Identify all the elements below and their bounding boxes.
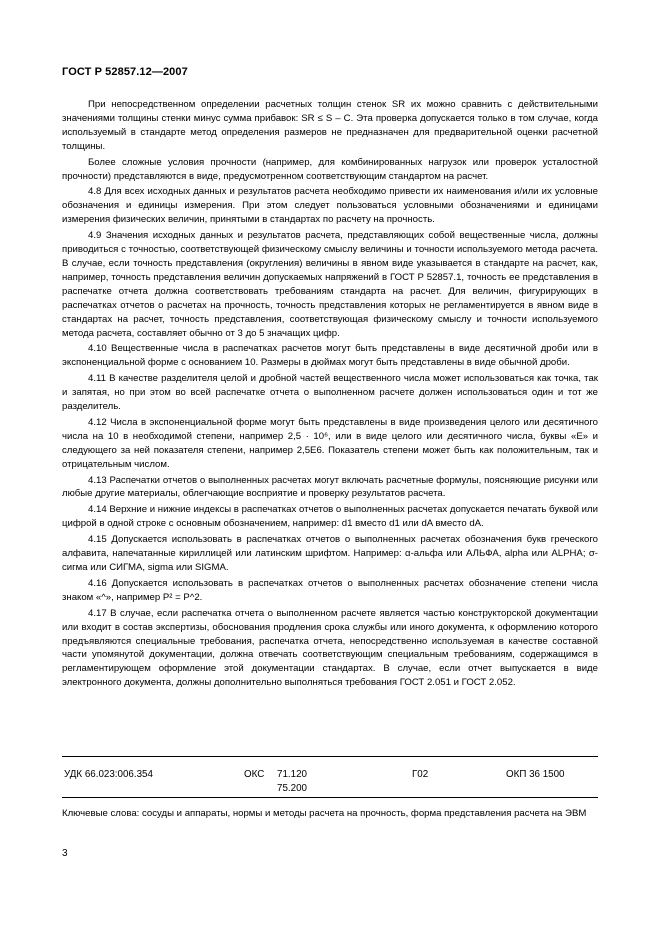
paragraph: Более сложные условия прочности (например, для комбинированных нагрузок или проверок усталостной прочности) представляются в виде, предусмотренном соответствующим стандартом на расчет.: [62, 156, 598, 182]
oks-code: [244, 768, 307, 796]
divider: [62, 797, 598, 798]
paragraph: 4.13 Распечатки отчетов о выполненных расчетах могут включать расчетные формулы, поясняющие рисунки или любые другие материалы, облегчающие восприятие и проверку результатов расчета.: [62, 474, 598, 500]
oks-label: ОКС: [244, 769, 265, 780]
okp-code: ОКП 36 1500: [506, 769, 565, 780]
paragraph: 4.17 В случае, если распечатка отчета о выполненном расчете является частью конструкторской документации или входит в состав экспертизы, обоснования продления срока службы или иного документа, к оформлению которого предъявляются специальные требования, распечатка отчета, непосредственно используемая в качестве составной части упомянутой документации, должна отвечать соответствующим специальным требованиям, содержащимся в регламентирующем оформление этой документации стандартах. В случае, если отчет выпускается в виде электронного документа, должны дополнительно выполняться требования ГОСТ 2.051 и ГОСТ 2.052.: [62, 607, 598, 689]
paragraph: 4.14 Верхние и нижние индексы в распечатках отчетов о выполненных расчетах допускается печатать буквой или цифрой в одной строке с основным обозначением, например: d1 вместо d1 или dA вместо dA.: [62, 504, 598, 530]
paragraph: При непосредственном определении расчетных толщин стенок SR их можно сравнить с действительными значениями толщины стенки минус сумма прибавок: SR ≤ S – C. Эта проверка допускается только в том случае, когда используемый в стандарте метод определения размеров не предназначен для предварительной оценки расчетной толщины.: [62, 99, 598, 152]
divider: [62, 756, 598, 757]
paragraph: 4.11 В качестве разделителя целой и дробной частей вещественного числа может использоваться как точка, так и запятая, но при этом во всей распечатке отчета о выполненном расчете должен использоваться один и тот же разделитель.: [62, 373, 598, 413]
group-code: Г02: [412, 769, 429, 780]
paragraph: 4.10 Вещественные числа в распечатках расчетов могут быть представлены в виде десятичной дроби или в экспоненциальной форме с основанием 10. Размеры в дюймах могут быть представлены в виде обычной дроби.: [62, 343, 598, 369]
udk-code: УДК 66.023:006.354: [64, 769, 153, 780]
document-header: ГОСТ Р 52857.12—2007: [62, 66, 188, 78]
body-text: [62, 98, 598, 690]
paragraph: 4.15 Допускается использовать в распечатках отчетов о выполненных расчетах обозначения букв греческого алфавита, напечатанные кириллицей или латинским шрифтом. Например: α-альфа или АЛЬФА, alpha или ALPHA; σ-сигма или СИГМА, sigma или SIGMA.: [62, 534, 598, 573]
paragraph: 4.12 Числа в экспоненциальной форме могут быть представлены в виде произведения целого или десятичного числа на 10 в необходимой степени, например 2,5 · 10⁶, или в виде целого или десятичного числа, буквы «Е» и следующего за ней показателя степени, например 2,5Е6. Показатель степени может быть как положительным, так и отрицательным числом.: [62, 416, 598, 470]
paragraph: 4.8 Для всех исходных данных и результатов расчета необходимо привести их наименования и/или их условные обозначения и единицы измерения. При этом следует пользоваться условными обозначениями и единицами измерения физических величин, принятыми в стандартах по расчету на прочность.: [62, 186, 598, 226]
oks-value: 71.120: [277, 769, 307, 780]
oks-values: [277, 768, 307, 796]
paragraph: 4.9 Значения исходных данных и результатов расчета, представляющих собой вещественные числа, должны приводиться с точностью, соответствующей физическому смыслу величины и точности используемого метода расчета. В случае, если точность представления (округления) величины в явном виде указывается в стандарте на расчет, как, например, точность представления величин допускаемых напряжений в ГОСТ Р 52857.1, точность ее представления в распечатке отчета должна соответствовать требованиям стандарта на расчет. Для величин, фигурирующих в распечатках отчетов о расчетах на прочность, точность представления которых не регламентируется в явном виде в стандартах на расчет, точность представления, соответствующая физическому смыслу и точности используемого метода расчета, составляет обычно от 3 до 5 значащих цифр.: [62, 230, 598, 339]
paragraph: 4.16 Допускается использовать в распечатках отчетов о выполненных расчетах обозначение степени числа знаком «^», например P² = P^2.: [62, 577, 598, 603]
oks-value: 75.200: [277, 783, 307, 794]
keywords: Ключевые слова: сосуды и аппараты, нормы и методы расчета на прочность, форма представления расчета на ЭВМ: [62, 808, 587, 819]
page-number: 3: [62, 848, 68, 859]
